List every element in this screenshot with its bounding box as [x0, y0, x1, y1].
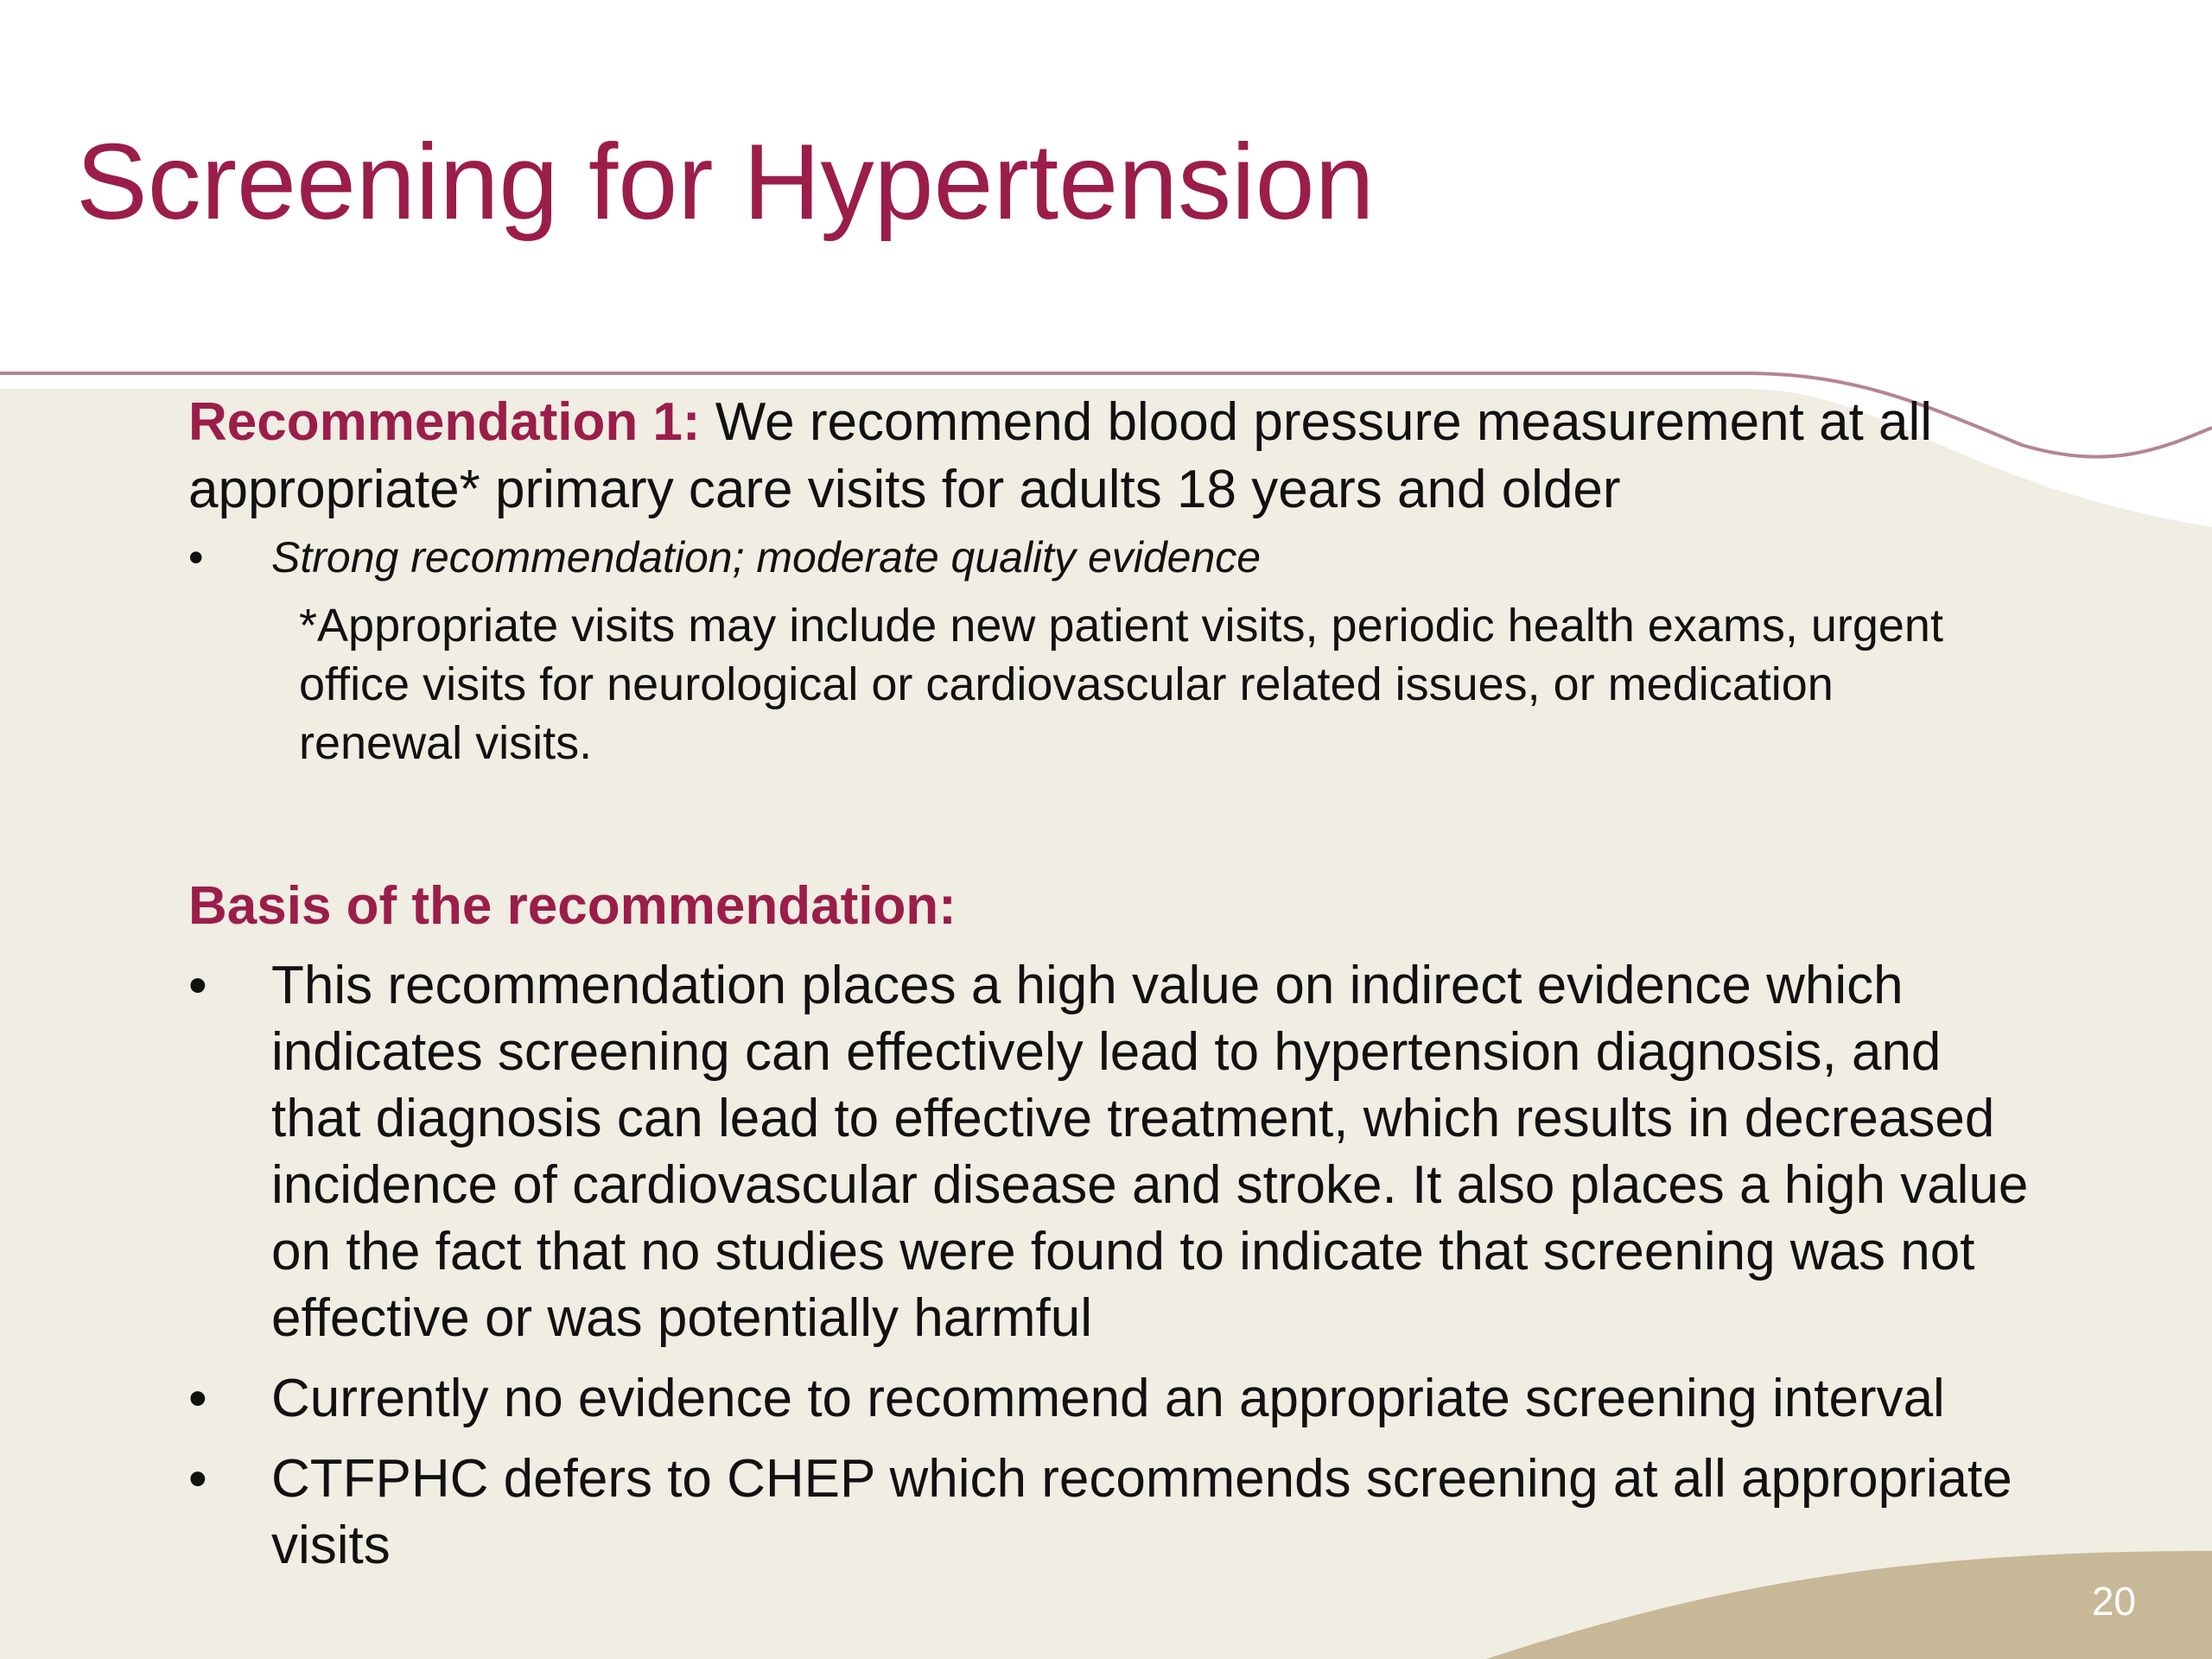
appropriate-visits-footnote: *Appropriate visits may include new patient visits, periodic health exams, urgent office visits for neurological or cardiovascular related issues, or medication renewal visits.	[299, 600, 1943, 769]
bullet-icon: •	[188, 1369, 207, 1428]
recommendation-strength	[188, 529, 1261, 586]
recommendation-statement	[188, 389, 2020, 524]
slide-number: 20	[2091, 1579, 2136, 1624]
list-item-text: CTFPHC defers to CHEP which recommends screening at all appropriate visits	[271, 1449, 2012, 1575]
list-item-text: Currently no evidence to recommend an appropriate screening interval	[271, 1369, 1945, 1428]
slide-title: Screening for Hypertension	[76, 123, 1375, 242]
basis-heading: Basis of the recommendation:	[188, 876, 957, 936]
bullet-icon: •	[188, 533, 204, 582]
list-item-text: This recommendation places a high value on indirect evidence which indicates screening can effectively lead to hypertension diagnosis, and that diagnosis can lead to effective treatment, which results in decreased incidence of cardiovascular disease and stroke. It also places a high value on the fact that no studies were found to indicate that screening was not effective or was potentially harmful	[271, 956, 2029, 1348]
list-item	[188, 1365, 2029, 1432]
list-item	[188, 1446, 2029, 1579]
bullet-icon: •	[188, 1449, 207, 1509]
recommendation-strength-text: Strong recommendation; moderate quality evidence	[271, 533, 1262, 582]
bullet-icon: •	[188, 956, 207, 1015]
list-item	[188, 952, 2029, 1351]
recommendation-label: Recommendation 1:	[188, 392, 701, 452]
recommendation-text: We recommend blood pressure measurement at all appropriate* primary care visits for adults 18 years and older	[188, 392, 1933, 519]
basis-list	[188, 952, 2029, 1592]
